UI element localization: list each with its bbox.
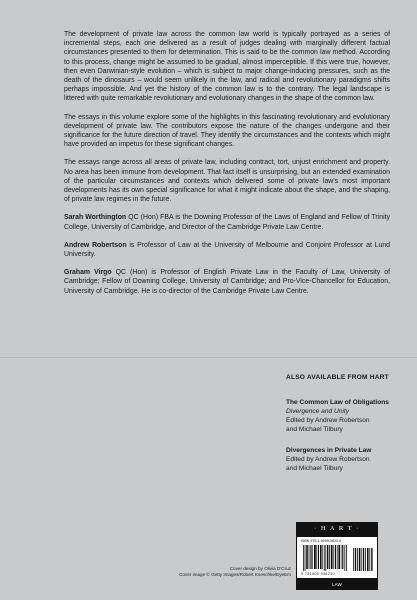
editor-bio-worthington [64,213,390,231]
cover-design-credit: Cover design by Olivia D’Cruz [229,566,291,571]
editor-bio-text: QC (Hon) FBA is the Downing Professor of the Laws of England and Fellow of Trinity College, University of Cambridge, and Director of the Cambridge Private Law Centre. [64,214,390,231]
cover-image-credit: Cover image © Getty Images/Robert Kneschke/EyeEm [179,572,291,577]
blurb-paragraph-3: The essays range across all areas of private law, including contract, tort, unjust enrichment and property. No area has been immune from development. That fact itself is unsurprising, but an extended examination of the particular circumstances and contexts which delivered some of private law’s most important developments has its own special significance for what it might indicate about the shape, and the shaping, of private law regimes in the future. [64,159,390,204]
publisher-logo: · H A R T · [296,522,378,536]
book-editors: Edited by Andrew Robertson [286,417,370,424]
book-editors-cont: and Michael Tilbury [286,465,343,472]
editor-bio-robertson [64,241,390,259]
editor-name: Sarah Worthington [64,214,127,222]
editor-name: Graham Virgo [64,269,112,277]
book-title: Divergences in Private Law [286,447,372,454]
barcode-digits: 9 781509 938230 [301,572,335,576]
back-cover-blurb [64,30,390,305]
section-divider [0,357,417,358]
barcode-bars [303,545,347,571]
isbn-text: ISBN 978-1-5099-3823-0 [301,539,342,543]
book-title: The Common Law of Obligations [286,399,389,406]
also-available-heading: ALSO AVAILABLE FROM HART [286,374,389,381]
blurb-paragraph-2: The essays in this volume explore some of the highlights in this fascinating revolutionary and evolutionary development of private law. The contributors expose the nature of the changes undergone and their significance for the future direction of travel. They identify the circumstances and the contexts which might have provided an impetus for these significant changes. [64,113,390,149]
editor-bio-text: QC (Hon) is Professor of English Private Law in the Faculty of Law, University of Cambridge; Fellow of Downing College, University of Cambridge; and Pro-Vice-Chancellor for Education, University of Cambridge. He is co-director of the Cambridge Private Law Centre. [64,269,390,295]
subject-category: LAW [296,579,378,590]
barcode-addon-bars [353,548,374,571]
barcode-block [296,522,378,590]
also-available-section [286,373,406,485]
editor-name: Andrew Robertson [64,241,127,249]
cover-credits [91,566,291,578]
book-editors-cont: and Michael Tilbury [286,426,343,433]
book-subtitle: Divergence and Unity [286,408,350,415]
isbn-barcode [296,536,378,579]
book-editors: Edited by Andrew Robertson [286,456,370,463]
related-book-2 [286,446,406,473]
related-book-1 [286,398,406,434]
blurb-paragraph-1: The development of private law across the common law world is typically portrayed as a series of incremental steps, each one delivered as a result of judges dealing with marginally different factual circumstances presented to them for determination. This is said to be the common law method. According to this process, change might be assumed to be gradual, almost imperceptible. If this were true, however, then even Darwinian-style evolution – which is subject to major change-inducing pressures, such as the death of the dinosaurs – would seem unlikely in the law, and radical and revolutionary paradigms shifts perhaps impossible. And yet the history of the common law is to the contrary. The legal landscape is littered with quite remarkable revolutionary and evolutionary changes in the shape of the common law. [64,31,390,103]
editor-bio-text: is Professor of Law at the University of Melbourne and Conjoint Professor at Lund University. [64,241,391,259]
editor-bio-virgo [64,268,390,296]
